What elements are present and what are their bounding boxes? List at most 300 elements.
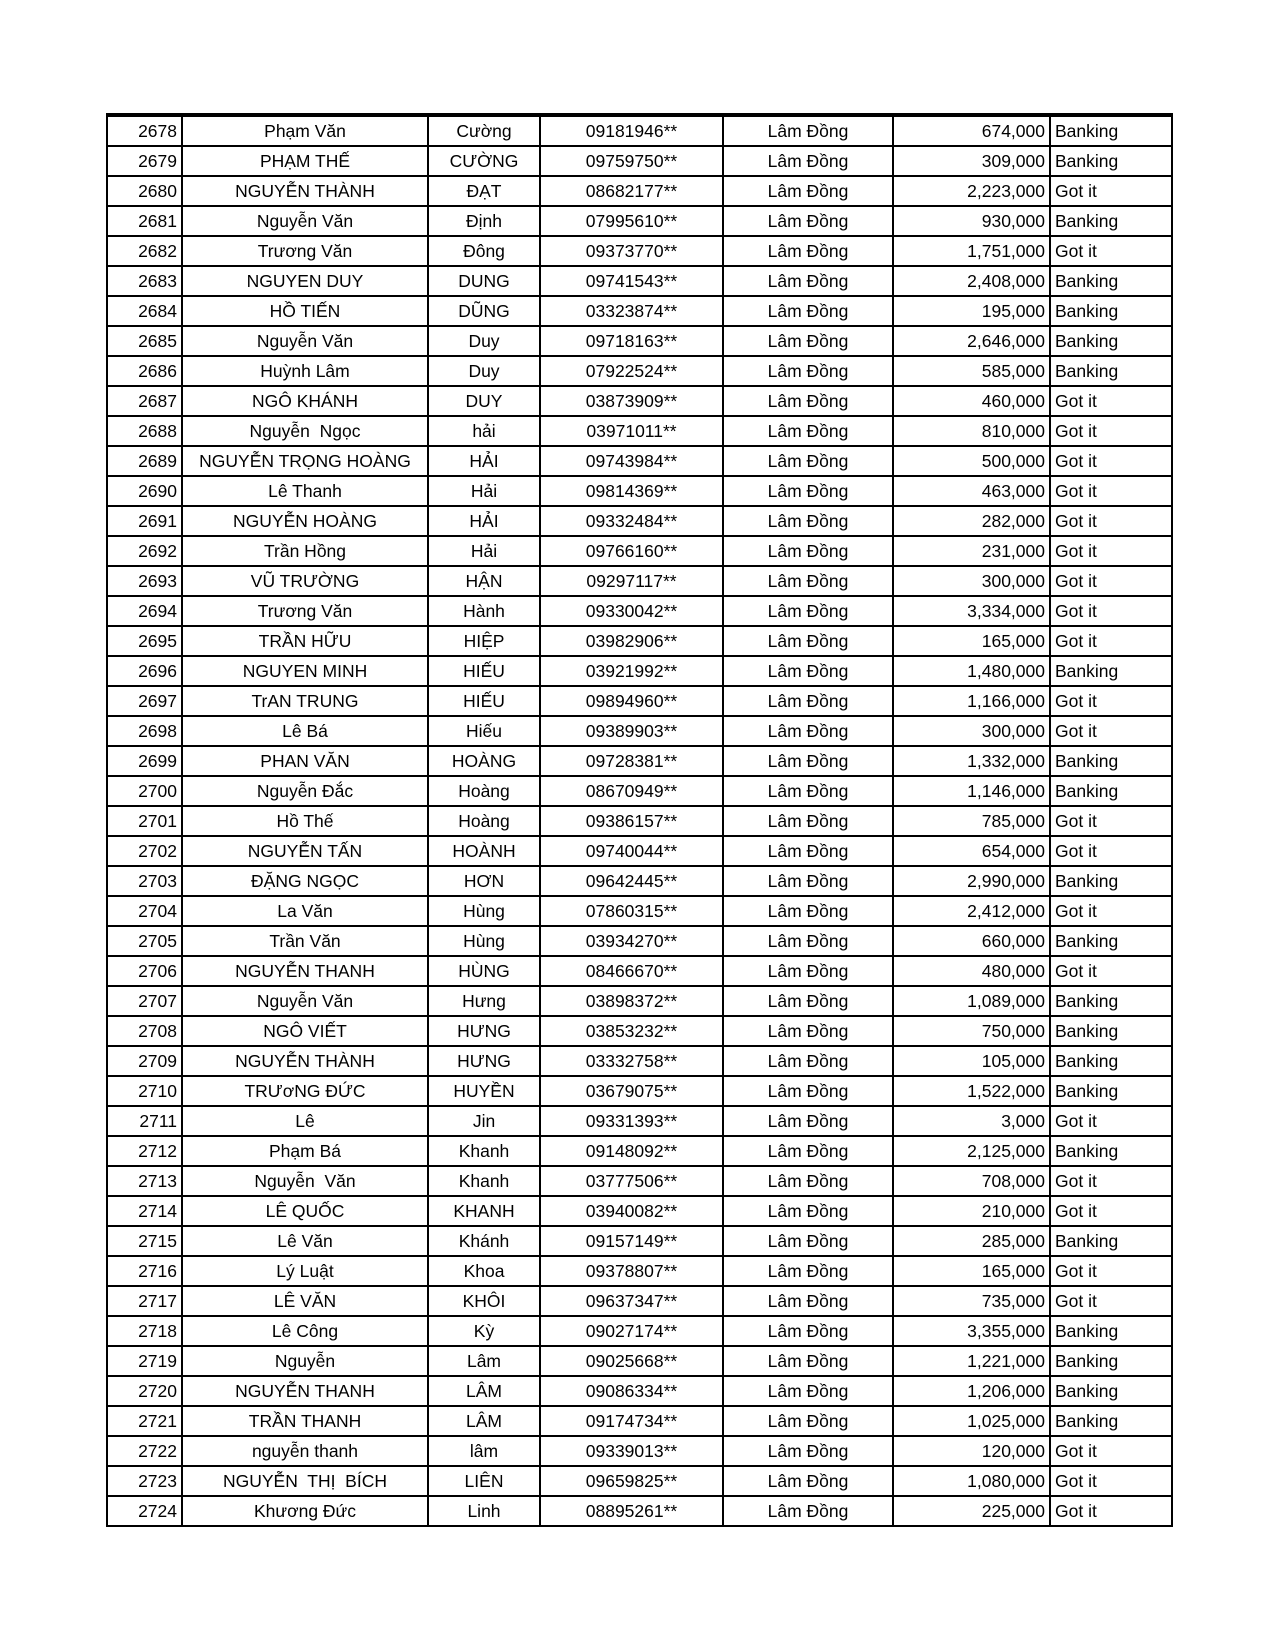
cell-province: Lâm Đồng [723, 1496, 893, 1526]
cell-province: Lâm Đồng [723, 446, 893, 476]
cell-status: Got it [1050, 416, 1172, 446]
table-row [107, 866, 1172, 896]
cell-amount: 1,025,000 [893, 1406, 1050, 1436]
cell-phone: 09637347** [540, 1286, 723, 1316]
cell-id: 2724 [107, 1496, 182, 1526]
cell-status: Banking [1050, 1376, 1172, 1406]
cell-phone: 09894960** [540, 686, 723, 716]
cell-last-name: Nguyễn Văn [182, 1166, 428, 1196]
cell-id: 2703 [107, 866, 182, 896]
cell-amount: 3,334,000 [893, 596, 1050, 626]
cell-status: Banking [1050, 1136, 1172, 1166]
cell-phone: 09332484** [540, 506, 723, 536]
cell-first-name: Hùng [428, 926, 540, 956]
cell-first-name: HOÀNH [428, 836, 540, 866]
table-row [107, 146, 1172, 176]
cell-first-name: HẢI [428, 506, 540, 536]
table-row [107, 806, 1172, 836]
cell-first-name: Lâm [428, 1346, 540, 1376]
cell-phone: 03982906** [540, 626, 723, 656]
cell-first-name: LÂM [428, 1376, 540, 1406]
cell-amount: 1,522,000 [893, 1076, 1050, 1106]
cell-first-name: Đông [428, 236, 540, 266]
cell-id: 2712 [107, 1136, 182, 1166]
cell-first-name: HOÀNG [428, 746, 540, 776]
cell-province: Lâm Đồng [723, 716, 893, 746]
table-row [107, 1466, 1172, 1496]
cell-last-name: Hồ Thế [182, 806, 428, 836]
cell-province: Lâm Đồng [723, 1406, 893, 1436]
cell-id: 2686 [107, 356, 182, 386]
cell-amount: 1,146,000 [893, 776, 1050, 806]
cell-status: Got it [1050, 566, 1172, 596]
cell-phone: 09740044** [540, 836, 723, 866]
cell-province: Lâm Đồng [723, 866, 893, 896]
table-row [107, 716, 1172, 746]
cell-amount: 1,089,000 [893, 986, 1050, 1016]
cell-first-name: KHANH [428, 1196, 540, 1226]
cell-status: Got it [1050, 386, 1172, 416]
cell-province: Lâm Đồng [723, 566, 893, 596]
cell-last-name: Trần Hồng [182, 536, 428, 566]
cell-last-name: Lê [182, 1106, 428, 1136]
cell-amount: 2,990,000 [893, 866, 1050, 896]
cell-amount: 2,412,000 [893, 896, 1050, 926]
cell-phone: 03332758** [540, 1046, 723, 1076]
cell-amount: 2,223,000 [893, 176, 1050, 206]
cell-id: 2682 [107, 236, 182, 266]
cell-phone: 09086334** [540, 1376, 723, 1406]
cell-phone: 09148092** [540, 1136, 723, 1166]
cell-status: Got it [1050, 1496, 1172, 1526]
cell-phone: 09297117** [540, 566, 723, 596]
cell-province: Lâm Đồng [723, 1256, 893, 1286]
cell-id: 2692 [107, 536, 182, 566]
cell-amount: 1,751,000 [893, 236, 1050, 266]
cell-province: Lâm Đồng [723, 266, 893, 296]
cell-last-name: HỒ TIẾN [182, 296, 428, 326]
cell-last-name: TRẦN THANH [182, 1406, 428, 1436]
cell-first-name: Hành [428, 596, 540, 626]
cell-id: 2698 [107, 716, 182, 746]
cell-last-name: NGUYỄN HOÀNG [182, 506, 428, 536]
cell-amount: 674,000 [893, 115, 1050, 146]
cell-id: 2691 [107, 506, 182, 536]
table-body [107, 115, 1172, 1526]
cell-amount: 2,646,000 [893, 326, 1050, 356]
cell-status: Got it [1050, 236, 1172, 266]
table-row [107, 1016, 1172, 1046]
table-row [107, 386, 1172, 416]
cell-province: Lâm Đồng [723, 1226, 893, 1256]
cell-id: 2714 [107, 1196, 182, 1226]
cell-phone: 03323874** [540, 296, 723, 326]
cell-id: 2719 [107, 1346, 182, 1376]
cell-last-name: Nguyễn Văn [182, 206, 428, 236]
cell-amount: 300,000 [893, 566, 1050, 596]
cell-phone: 09330042** [540, 596, 723, 626]
cell-phone: 09157149** [540, 1226, 723, 1256]
cell-province: Lâm Đồng [723, 1166, 893, 1196]
cell-last-name: NGUYỄN THÀNH [182, 176, 428, 206]
cell-province: Lâm Đồng [723, 1466, 893, 1496]
cell-amount: 195,000 [893, 296, 1050, 326]
cell-province: Lâm Đồng [723, 236, 893, 266]
cell-province: Lâm Đồng [723, 1376, 893, 1406]
table-row [107, 1166, 1172, 1196]
table-row [107, 1136, 1172, 1166]
cell-status: Got it [1050, 716, 1172, 746]
cell-amount: 750,000 [893, 1016, 1050, 1046]
cell-first-name: Hùng [428, 896, 540, 926]
cell-amount: 660,000 [893, 926, 1050, 956]
table-row [107, 836, 1172, 866]
cell-status: Banking [1050, 656, 1172, 686]
cell-province: Lâm Đồng [723, 1196, 893, 1226]
cell-id: 2717 [107, 1286, 182, 1316]
cell-status: Banking [1050, 866, 1172, 896]
cell-first-name: Khánh [428, 1226, 540, 1256]
cell-province: Lâm Đồng [723, 926, 893, 956]
cell-id: 2723 [107, 1466, 182, 1496]
cell-amount: 285,000 [893, 1226, 1050, 1256]
cell-province: Lâm Đồng [723, 1286, 893, 1316]
cell-phone: 09728381** [540, 746, 723, 776]
cell-last-name: Khương Đức [182, 1496, 428, 1526]
cell-status: Banking [1050, 146, 1172, 176]
cell-id: 2722 [107, 1436, 182, 1466]
cell-amount: 1,166,000 [893, 686, 1050, 716]
cell-status: Got it [1050, 1106, 1172, 1136]
cell-province: Lâm Đồng [723, 1346, 893, 1376]
cell-status: Got it [1050, 1196, 1172, 1226]
cell-first-name: Hưng [428, 986, 540, 1016]
cell-id: 2690 [107, 476, 182, 506]
cell-last-name: NGÔ KHÁNH [182, 386, 428, 416]
cell-amount: 463,000 [893, 476, 1050, 506]
cell-province: Lâm Đồng [723, 836, 893, 866]
cell-first-name: Khanh [428, 1166, 540, 1196]
cell-last-name: Lê Văn [182, 1226, 428, 1256]
table-row [107, 1196, 1172, 1226]
cell-first-name: lâm [428, 1436, 540, 1466]
cell-last-name: Nguyễn Đắc [182, 776, 428, 806]
cell-first-name: Hoàng [428, 806, 540, 836]
cell-phone: 03873909** [540, 386, 723, 416]
table-row [107, 506, 1172, 536]
cell-status: Banking [1050, 746, 1172, 776]
cell-status: Banking [1050, 206, 1172, 236]
cell-amount: 1,206,000 [893, 1376, 1050, 1406]
cell-id: 2713 [107, 1166, 182, 1196]
table-row [107, 476, 1172, 506]
table-row [107, 956, 1172, 986]
cell-status: Got it [1050, 596, 1172, 626]
cell-first-name: Khoa [428, 1256, 540, 1286]
cell-amount: 210,000 [893, 1196, 1050, 1226]
table-row [107, 596, 1172, 626]
cell-first-name: HUYỀN [428, 1076, 540, 1106]
cell-last-name: Nguyễn Văn [182, 986, 428, 1016]
cell-status: Got it [1050, 1286, 1172, 1316]
cell-amount: 785,000 [893, 806, 1050, 836]
table-row [107, 746, 1172, 776]
cell-province: Lâm Đồng [723, 626, 893, 656]
cell-amount: 3,000 [893, 1106, 1050, 1136]
cell-first-name: HIẾU [428, 656, 540, 686]
cell-last-name: NGUYỄN THÀNH [182, 1046, 428, 1076]
cell-last-name: NGUYỄN TẤN [182, 836, 428, 866]
cell-id: 2694 [107, 596, 182, 626]
table-row [107, 446, 1172, 476]
cell-status: Got it [1050, 836, 1172, 866]
cell-amount: 300,000 [893, 716, 1050, 746]
table-row [107, 206, 1172, 236]
cell-phone: 09814369** [540, 476, 723, 506]
cell-last-name: Huỳnh Lâm [182, 356, 428, 386]
cell-status: Banking [1050, 1316, 1172, 1346]
table-row [107, 986, 1172, 1016]
cell-amount: 585,000 [893, 356, 1050, 386]
cell-phone: 03898372** [540, 986, 723, 1016]
cell-status: Banking [1050, 776, 1172, 806]
cell-first-name: DUNG [428, 266, 540, 296]
cell-status: Banking [1050, 986, 1172, 1016]
cell-phone: 03921992** [540, 656, 723, 686]
cell-id: 2689 [107, 446, 182, 476]
cell-province: Lâm Đồng [723, 746, 893, 776]
cell-id: 2704 [107, 896, 182, 926]
cell-first-name: CƯỜNG [428, 146, 540, 176]
cell-first-name: Hải [428, 476, 540, 506]
cell-phone: 07995610** [540, 206, 723, 236]
cell-province: Lâm Đồng [723, 356, 893, 386]
cell-first-name: KHÔI [428, 1286, 540, 1316]
cell-first-name: Jin [428, 1106, 540, 1136]
cell-first-name: HƯNG [428, 1016, 540, 1046]
cell-status: Got it [1050, 176, 1172, 206]
cell-phone: 03971011** [540, 416, 723, 446]
cell-id: 2707 [107, 986, 182, 1016]
cell-province: Lâm Đồng [723, 806, 893, 836]
cell-first-name: Kỳ [428, 1316, 540, 1346]
cell-first-name: Hải [428, 536, 540, 566]
cell-id: 2685 [107, 326, 182, 356]
cell-phone: 09025668** [540, 1346, 723, 1376]
cell-status: Banking [1050, 926, 1172, 956]
cell-last-name: Phạm Văn [182, 115, 428, 146]
cell-province: Lâm Đồng [723, 1016, 893, 1046]
cell-phone: 08895261** [540, 1496, 723, 1526]
cell-province: Lâm Đồng [723, 686, 893, 716]
cell-amount: 500,000 [893, 446, 1050, 476]
cell-last-name: PHAN VĂN [182, 746, 428, 776]
table-row [107, 296, 1172, 326]
table-row [107, 326, 1172, 356]
cell-status: Got it [1050, 476, 1172, 506]
cell-phone: 09027174** [540, 1316, 723, 1346]
cell-status: Got it [1050, 956, 1172, 986]
table-row [107, 356, 1172, 386]
cell-amount: 735,000 [893, 1286, 1050, 1316]
cell-first-name: LÂM [428, 1406, 540, 1436]
cell-last-name: NGUYỄN THỊ BÍCH [182, 1466, 428, 1496]
cell-id: 2700 [107, 776, 182, 806]
cell-province: Lâm Đồng [723, 176, 893, 206]
table-row [107, 176, 1172, 206]
cell-phone: 08682177** [540, 176, 723, 206]
cell-status: Got it [1050, 446, 1172, 476]
cell-id: 2696 [107, 656, 182, 686]
cell-last-name: TrAN TRUNG [182, 686, 428, 716]
cell-status: Banking [1050, 1046, 1172, 1076]
table-row [107, 536, 1172, 566]
cell-id: 2711 [107, 1106, 182, 1136]
cell-first-name: Linh [428, 1496, 540, 1526]
cell-last-name: Lê Công [182, 1316, 428, 1346]
cell-first-name: HẢI [428, 446, 540, 476]
cell-last-name: La Văn [182, 896, 428, 926]
cell-amount: 654,000 [893, 836, 1050, 866]
cell-province: Lâm Đồng [723, 146, 893, 176]
cell-status: Banking [1050, 1406, 1172, 1436]
cell-status: Got it [1050, 1436, 1172, 1466]
cell-last-name: Lý Luật [182, 1256, 428, 1286]
cell-status: Banking [1050, 1226, 1172, 1256]
cell-first-name: Hiếu [428, 716, 540, 746]
cell-phone: 03777506** [540, 1166, 723, 1196]
cell-id: 2695 [107, 626, 182, 656]
cell-last-name: Lê Bá [182, 716, 428, 746]
cell-amount: 480,000 [893, 956, 1050, 986]
cell-id: 2681 [107, 206, 182, 236]
cell-province: Lâm Đồng [723, 596, 893, 626]
cell-phone: 09181946** [540, 115, 723, 146]
cell-first-name: hải [428, 416, 540, 446]
cell-phone: 09331393** [540, 1106, 723, 1136]
cell-status: Banking [1050, 356, 1172, 386]
cell-last-name: NGUYỄN TRỌNG HOÀNG [182, 446, 428, 476]
cell-status: Got it [1050, 506, 1172, 536]
cell-last-name: Trương Văn [182, 236, 428, 266]
cell-id: 2678 [107, 115, 182, 146]
cell-status: Got it [1050, 896, 1172, 926]
cell-first-name: LIÊN [428, 1466, 540, 1496]
cell-id: 2708 [107, 1016, 182, 1046]
cell-province: Lâm Đồng [723, 506, 893, 536]
cell-last-name: NGUYỄN THANH [182, 956, 428, 986]
table-row [107, 626, 1172, 656]
cell-phone: 09339013** [540, 1436, 723, 1466]
table-row [107, 1406, 1172, 1436]
cell-phone: 09389903** [540, 716, 723, 746]
cell-amount: 282,000 [893, 506, 1050, 536]
cell-phone: 09642445** [540, 866, 723, 896]
cell-last-name: Nguyễn [182, 1346, 428, 1376]
cell-province: Lâm Đồng [723, 386, 893, 416]
cell-province: Lâm Đồng [723, 115, 893, 146]
table-row [107, 1256, 1172, 1286]
cell-last-name: NGUYEN MINH [182, 656, 428, 686]
cell-amount: 231,000 [893, 536, 1050, 566]
cell-status: Got it [1050, 1166, 1172, 1196]
cell-phone: 09659825** [540, 1466, 723, 1496]
table-row [107, 776, 1172, 806]
cell-status: Got it [1050, 536, 1172, 566]
cell-first-name: Cường [428, 115, 540, 146]
cell-amount: 2,125,000 [893, 1136, 1050, 1166]
cell-province: Lâm Đồng [723, 326, 893, 356]
cell-first-name: DUY [428, 386, 540, 416]
cell-phone: 03940082** [540, 1196, 723, 1226]
cell-last-name: NGUYỄN THANH [182, 1376, 428, 1406]
table-row [107, 656, 1172, 686]
cell-id: 2718 [107, 1316, 182, 1346]
cell-province: Lâm Đồng [723, 1136, 893, 1166]
cell-status: Banking [1050, 296, 1172, 326]
cell-amount: 165,000 [893, 626, 1050, 656]
cell-province: Lâm Đồng [723, 296, 893, 326]
cell-province: Lâm Đồng [723, 896, 893, 926]
cell-province: Lâm Đồng [723, 776, 893, 806]
cell-id: 2705 [107, 926, 182, 956]
cell-id: 2683 [107, 266, 182, 296]
cell-province: Lâm Đồng [723, 476, 893, 506]
table-row [107, 1226, 1172, 1256]
cell-phone: 09718163** [540, 326, 723, 356]
cell-id: 2693 [107, 566, 182, 596]
cell-first-name: Duy [428, 326, 540, 356]
cell-id: 2680 [107, 176, 182, 206]
cell-first-name: Hoàng [428, 776, 540, 806]
cell-amount: 2,408,000 [893, 266, 1050, 296]
cell-id: 2684 [107, 296, 182, 326]
cell-id: 2706 [107, 956, 182, 986]
cell-last-name: VŨ TRƯỜNG [182, 566, 428, 596]
cell-phone: 07922524** [540, 356, 723, 386]
cell-last-name: LÊ VĂN [182, 1286, 428, 1316]
table-row [107, 1496, 1172, 1526]
table-row [107, 1046, 1172, 1076]
cell-amount: 1,332,000 [893, 746, 1050, 776]
cell-id: 2688 [107, 416, 182, 446]
table-row [107, 115, 1172, 146]
cell-first-name: HÙNG [428, 956, 540, 986]
table-row [107, 926, 1172, 956]
cell-status: Got it [1050, 1256, 1172, 1286]
cell-first-name: DŨNG [428, 296, 540, 326]
cell-phone: 09766160** [540, 536, 723, 566]
table-row [107, 1106, 1172, 1136]
cell-phone: 09759750** [540, 146, 723, 176]
cell-amount: 3,355,000 [893, 1316, 1050, 1346]
cell-amount: 810,000 [893, 416, 1050, 446]
cell-first-name: Khanh [428, 1136, 540, 1166]
table-row [107, 686, 1172, 716]
cell-id: 2702 [107, 836, 182, 866]
cell-id: 2721 [107, 1406, 182, 1436]
cell-first-name: HẬN [428, 566, 540, 596]
cell-phone: 08670949** [540, 776, 723, 806]
cell-amount: 708,000 [893, 1166, 1050, 1196]
cell-phone: 09741543** [540, 266, 723, 296]
table-row [107, 266, 1172, 296]
table-row [107, 1076, 1172, 1106]
cell-amount: 165,000 [893, 1256, 1050, 1286]
table-row [107, 566, 1172, 596]
cell-first-name: HIẾU [428, 686, 540, 716]
cell-amount: 460,000 [893, 386, 1050, 416]
